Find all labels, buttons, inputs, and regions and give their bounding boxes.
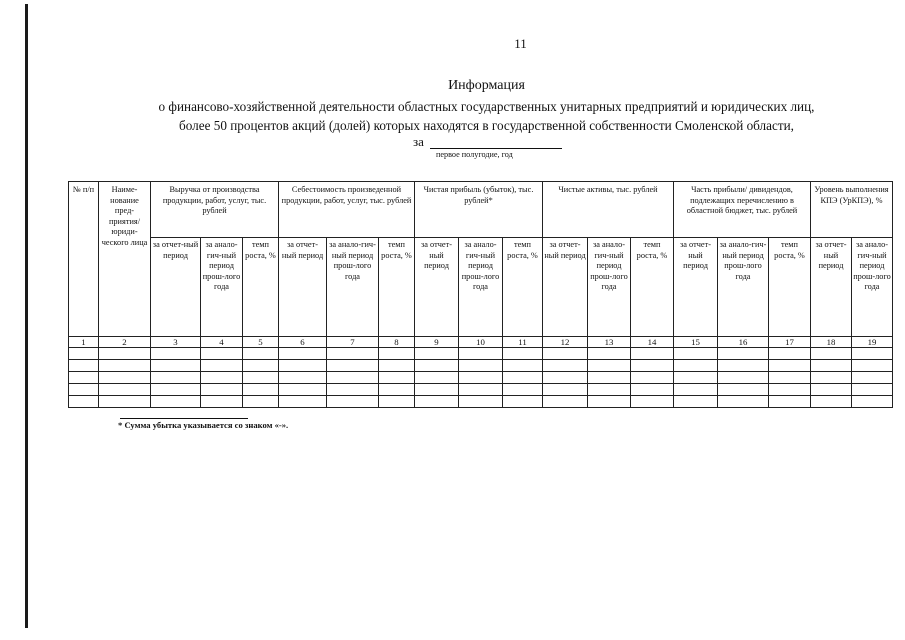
report-table bbox=[68, 181, 893, 408]
table-cell[interactable] bbox=[201, 348, 243, 360]
document-subtitle-line-2: более 50 процентов акций (долей) которых находятся в государственной собственности Смоленской области, bbox=[179, 118, 794, 133]
column-number: 1 bbox=[69, 337, 99, 348]
sub-header-growth: темп роста, % bbox=[769, 238, 811, 337]
table-cell[interactable] bbox=[415, 396, 459, 408]
table-cell[interactable] bbox=[543, 348, 588, 360]
table-cell[interactable] bbox=[379, 396, 415, 408]
table-cell[interactable] bbox=[503, 360, 543, 372]
table-cell[interactable] bbox=[99, 348, 151, 360]
table-cell[interactable] bbox=[852, 384, 893, 396]
table-cell[interactable] bbox=[243, 396, 279, 408]
table-cell[interactable] bbox=[769, 396, 811, 408]
table-cell[interactable] bbox=[379, 348, 415, 360]
column-number: 3 bbox=[151, 337, 201, 348]
column-number: 9 bbox=[415, 337, 459, 348]
table-cell[interactable] bbox=[503, 372, 543, 384]
table-cell[interactable] bbox=[852, 372, 893, 384]
table-cell[interactable] bbox=[718, 372, 769, 384]
table-row bbox=[69, 384, 893, 396]
table-cell[interactable] bbox=[151, 396, 201, 408]
table-cell[interactable] bbox=[279, 384, 327, 396]
table-cell[interactable] bbox=[99, 372, 151, 384]
table-cell[interactable] bbox=[718, 360, 769, 372]
table-cell[interactable] bbox=[588, 348, 631, 360]
sub-header-prior: за анало-гич-ный период прош-лого года bbox=[718, 238, 769, 337]
table-cell[interactable] bbox=[674, 396, 718, 408]
sub-header-growth: темп роста, % bbox=[503, 238, 543, 337]
table-cell[interactable] bbox=[811, 384, 852, 396]
table-cell[interactable] bbox=[151, 360, 201, 372]
column-number: 13 bbox=[588, 337, 631, 348]
table-cell[interactable] bbox=[811, 348, 852, 360]
table-cell[interactable] bbox=[674, 384, 718, 396]
table-cell[interactable] bbox=[69, 372, 99, 384]
column-number: 18 bbox=[811, 337, 852, 348]
table-cell[interactable] bbox=[631, 396, 674, 408]
table-cell[interactable] bbox=[151, 384, 201, 396]
table-cell[interactable] bbox=[69, 384, 99, 396]
table-cell[interactable] bbox=[718, 384, 769, 396]
table-cell[interactable] bbox=[674, 360, 718, 372]
table-cell[interactable] bbox=[379, 372, 415, 384]
table-cell[interactable] bbox=[588, 384, 631, 396]
table-cell[interactable] bbox=[327, 360, 379, 372]
header-net-assets: Чистые активы, тыс. рублей bbox=[543, 182, 674, 238]
table-cell[interactable] bbox=[588, 360, 631, 372]
table-cell[interactable] bbox=[151, 372, 201, 384]
header-enterprise-name: Наиме-нование пред-приятия/ юриди-ческого лица bbox=[99, 182, 151, 337]
table-cell[interactable] bbox=[69, 396, 99, 408]
table-cell[interactable] bbox=[69, 360, 99, 372]
table-cell[interactable] bbox=[811, 396, 852, 408]
table-cell[interactable] bbox=[327, 348, 379, 360]
table-cell[interactable] bbox=[543, 384, 588, 396]
table-cell[interactable] bbox=[459, 384, 503, 396]
table-cell[interactable] bbox=[243, 384, 279, 396]
footnote-separator bbox=[120, 418, 248, 419]
header-cost: Себестоимость произведенной продукции, работ, услуг, тыс. рублей bbox=[279, 182, 415, 238]
sub-header-reporting: за отчет-ный период bbox=[151, 238, 201, 337]
table-cell[interactable] bbox=[279, 372, 327, 384]
table-cell[interactable] bbox=[811, 360, 852, 372]
table-cell[interactable] bbox=[769, 348, 811, 360]
table-cell[interactable] bbox=[503, 396, 543, 408]
column-number: 16 bbox=[718, 337, 769, 348]
column-number: 14 bbox=[631, 337, 674, 348]
table-cell[interactable] bbox=[543, 360, 588, 372]
period-hint: первое полугодие, год bbox=[436, 150, 513, 159]
period-fill-line bbox=[430, 148, 562, 149]
table-cell[interactable] bbox=[327, 372, 379, 384]
table-cell[interactable] bbox=[201, 372, 243, 384]
table-cell[interactable] bbox=[631, 372, 674, 384]
table-cell[interactable] bbox=[415, 384, 459, 396]
table-row bbox=[69, 360, 893, 372]
table-cell[interactable] bbox=[327, 384, 379, 396]
table-cell[interactable] bbox=[99, 384, 151, 396]
table-cell[interactable] bbox=[415, 372, 459, 384]
column-number: 8 bbox=[379, 337, 415, 348]
header-net-profit: Чистая прибыль (убыток), тыс. рублей* bbox=[415, 182, 543, 238]
table-cell[interactable] bbox=[151, 348, 201, 360]
sub-header-reporting: за отчет-ный период bbox=[415, 238, 459, 337]
column-number: 11 bbox=[503, 337, 543, 348]
table-cell[interactable] bbox=[631, 384, 674, 396]
sub-header-reporting: за отчет-ный период bbox=[811, 238, 852, 337]
table-cell[interactable] bbox=[674, 348, 718, 360]
table-cell[interactable] bbox=[718, 348, 769, 360]
table-cell[interactable] bbox=[674, 372, 718, 384]
table-cell[interactable] bbox=[201, 384, 243, 396]
table-cell[interactable] bbox=[588, 372, 631, 384]
page-number: 11 bbox=[514, 36, 527, 51]
table-cell[interactable] bbox=[379, 384, 415, 396]
sub-header-prior: за анало-гич-ный период прош-лого года bbox=[852, 238, 893, 337]
sub-header-growth: темп роста, % bbox=[243, 238, 279, 337]
sub-header-reporting: за отчет-ный период bbox=[674, 238, 718, 337]
table-cell[interactable] bbox=[243, 372, 279, 384]
header-revenue: Выручка от производства продукции, работ, услуг, тыс. рублей bbox=[151, 182, 279, 238]
table-cell[interactable] bbox=[459, 348, 503, 360]
sub-header-prior: за анало-гич-ный период прош-лого года bbox=[327, 238, 379, 337]
sub-header-growth: темп роста, % bbox=[631, 238, 674, 337]
table-row bbox=[69, 396, 893, 408]
document-subtitle-line-1: о финансово-хозяйственной деятельности областных государственных унитарных предприятий и юридических лиц, bbox=[158, 99, 815, 114]
table-cell[interactable] bbox=[852, 360, 893, 372]
sub-header-reporting: за отчет-ный период bbox=[543, 238, 588, 337]
table-cell[interactable] bbox=[415, 360, 459, 372]
table-cell[interactable] bbox=[415, 348, 459, 360]
header-dividends: Часть прибыли/ дивидендов, подлежащих перечислению в областной бюджет, тыс. рублей bbox=[674, 182, 811, 238]
table-cell[interactable] bbox=[852, 396, 893, 408]
column-number: 10 bbox=[459, 337, 503, 348]
table-cell[interactable] bbox=[459, 360, 503, 372]
table-cell[interactable] bbox=[588, 396, 631, 408]
sub-header-growth: темп роста, % bbox=[379, 238, 415, 337]
table-cell[interactable] bbox=[631, 360, 674, 372]
table-cell[interactable] bbox=[379, 360, 415, 372]
table-cell[interactable] bbox=[769, 360, 811, 372]
table-cell[interactable] bbox=[201, 396, 243, 408]
sub-header-prior: за анало-гич-ный период прош-лого года bbox=[588, 238, 631, 337]
table-cell[interactable] bbox=[503, 384, 543, 396]
column-number: 4 bbox=[201, 337, 243, 348]
column-number: 19 bbox=[852, 337, 893, 348]
sub-header-reporting: за отчет-ный период bbox=[279, 238, 327, 337]
table-cell[interactable] bbox=[718, 396, 769, 408]
column-number: 5 bbox=[243, 337, 279, 348]
table-cell[interactable] bbox=[811, 372, 852, 384]
table-row bbox=[69, 348, 893, 360]
table-cell[interactable] bbox=[852, 348, 893, 360]
table-cell[interactable] bbox=[279, 360, 327, 372]
table-cell[interactable] bbox=[279, 348, 327, 360]
table-cell[interactable] bbox=[243, 360, 279, 372]
table-cell[interactable] bbox=[459, 372, 503, 384]
document-title: Информация bbox=[448, 78, 525, 93]
table-cell[interactable] bbox=[99, 396, 151, 408]
table-cell[interactable] bbox=[543, 396, 588, 408]
period-label: за bbox=[413, 134, 424, 149]
table-cell[interactable] bbox=[279, 396, 327, 408]
table-cell[interactable] bbox=[327, 396, 379, 408]
table-row bbox=[69, 372, 893, 384]
table-cell[interactable] bbox=[631, 348, 674, 360]
column-number: 15 bbox=[674, 337, 718, 348]
table-cell[interactable] bbox=[503, 348, 543, 360]
table-cell[interactable] bbox=[769, 372, 811, 384]
header-kpi-level: Уровень выполнения КПЭ (УрКПЭ), % bbox=[811, 182, 893, 238]
table-cell[interactable] bbox=[459, 396, 503, 408]
table-cell[interactable] bbox=[543, 372, 588, 384]
page-left-border bbox=[25, 4, 28, 628]
header-row-number: № п/п bbox=[69, 182, 99, 337]
column-number: 7 bbox=[327, 337, 379, 348]
sub-header-prior: за анало-гич-ный период прош-лого года bbox=[459, 238, 503, 337]
column-number: 6 bbox=[279, 337, 327, 348]
table-cell[interactable] bbox=[69, 348, 99, 360]
table-cell[interactable] bbox=[769, 384, 811, 396]
column-number: 17 bbox=[769, 337, 811, 348]
table-cell[interactable] bbox=[99, 360, 151, 372]
column-number: 12 bbox=[543, 337, 588, 348]
table-cell[interactable] bbox=[201, 360, 243, 372]
footnote: * Сумма убытка указывается со знаком «-». bbox=[118, 420, 289, 430]
column-number: 2 bbox=[99, 337, 151, 348]
table-cell[interactable] bbox=[243, 348, 279, 360]
sub-header-prior: за анало-гич-ный период прош-лого года bbox=[201, 238, 243, 337]
